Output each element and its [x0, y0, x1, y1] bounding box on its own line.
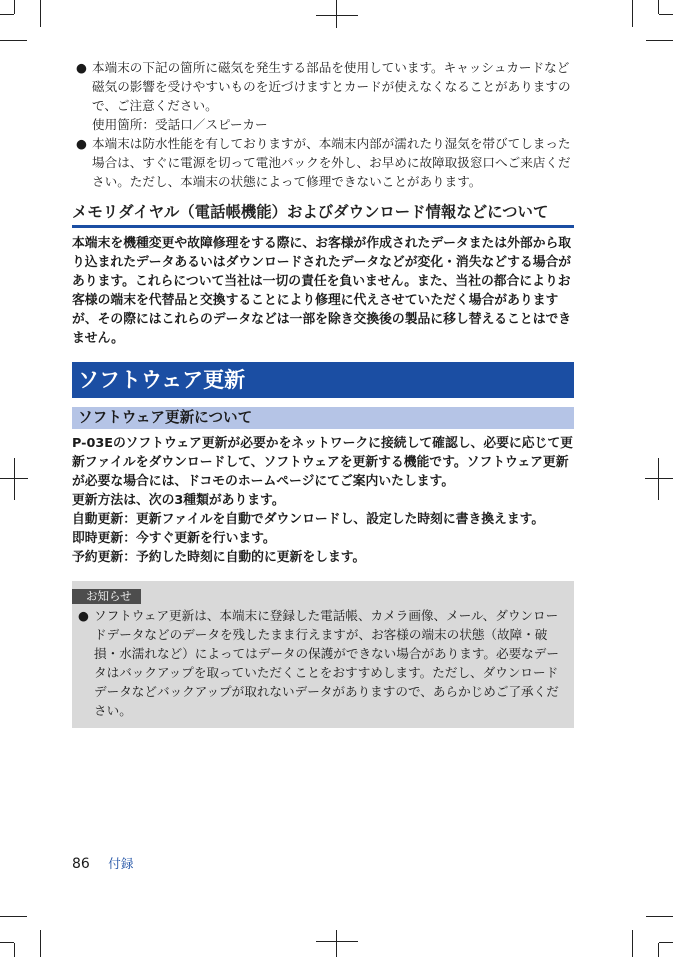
update-paragraph: 更新方法は、次の3種類があります。	[72, 493, 285, 508]
list-item	[72, 134, 574, 191]
update-paragraph: 予約更新：予約した時刻に自動的に更新をします。	[72, 550, 366, 565]
memory-dial-paragraph: 本端末を機種変更や故障修理をする際に、お客様が作成されたデータまたは外部から取り込まれたデータあるいはダウンロードされたデータなどが変化・消失などする場合があります。これらについて当社は一切の責任を負いません。また、当社の都合によりお客様の端末を代替品と交換することにより修理に代えさせていただく場合がありますが、その際にはこれらのデータなどは一部を除き交換後の製品に移し替えることはできません。	[72, 236, 572, 346]
bullet-text: 本端末の下記の箇所に磁気を発生する部品を使用しています。キャッシュカードなど磁気の影響を受けやすいものを近づけますとカードが使えなくなることがありますので、ご注意ください。	[92, 60, 571, 113]
section-title: ソフトウェア更新	[72, 362, 574, 398]
bullet-subtext: 使用箇所：受話口／スピーカー	[92, 117, 268, 132]
bullet-icon: ●	[76, 136, 87, 151]
notice-box	[72, 581, 574, 728]
software-update-body	[72, 434, 574, 567]
top-bullet-list	[72, 58, 574, 191]
bullet-icon: ●	[78, 608, 89, 623]
subsection-title: ソフトウェア更新について	[72, 407, 574, 429]
memory-dial-heading: メモリダイヤル（電話帳機能）およびダウンロード情報などについて	[72, 201, 574, 228]
footer-section-label: 付録	[108, 856, 134, 871]
page-content	[72, 58, 574, 728]
update-paragraph: P-03Eのソフトウェア更新が必要かをネットワークに接続して確認し、必要に応じて更新ファイルをダウンロードして、ソフトウェアを更新する機能です。ソフトウェア更新が必要な場合には、ドコモのホームページにてご案内いたします。	[72, 436, 573, 489]
notice-badge: お知らせ	[72, 589, 141, 604]
list-item	[72, 606, 566, 720]
page-number: 86	[72, 856, 90, 872]
bullet-text: 本端末は防水性能を有しておりますが、本端末内部が濡れたり湿気を帯びてしまった場合は、すぐに電源を切って電池パックを外し、お早めに故障取扱窓口へご来店ください。ただし、本端末の状態によって修理できないことがあります。	[92, 136, 571, 189]
notice-list	[72, 606, 566, 720]
update-paragraph: 自動更新：更新ファイルを自動でダウンロードし、設定した時刻に書き換えます。	[72, 512, 545, 527]
bullet-icon: ●	[76, 60, 87, 75]
notice-text: ソフトウェア更新は、本端末に登録した電話帳、カメラ画像、メール、ダウンロードデータなどのデータを残したまま行えますが、お客様の端末の状態（故障・破損・水濡れなど）によってはデータの保護ができない場合があります。必要なデータはバックアップを取っていただくことをおすすめします。ただし、ダウンロードデータなどバックアップが取れないデータがありますので、あらかじめご了承ください。	[94, 608, 559, 718]
update-paragraph: 即時更新：今すぐ更新を行います。	[72, 531, 276, 546]
page-footer	[72, 853, 133, 872]
list-item	[72, 58, 574, 134]
